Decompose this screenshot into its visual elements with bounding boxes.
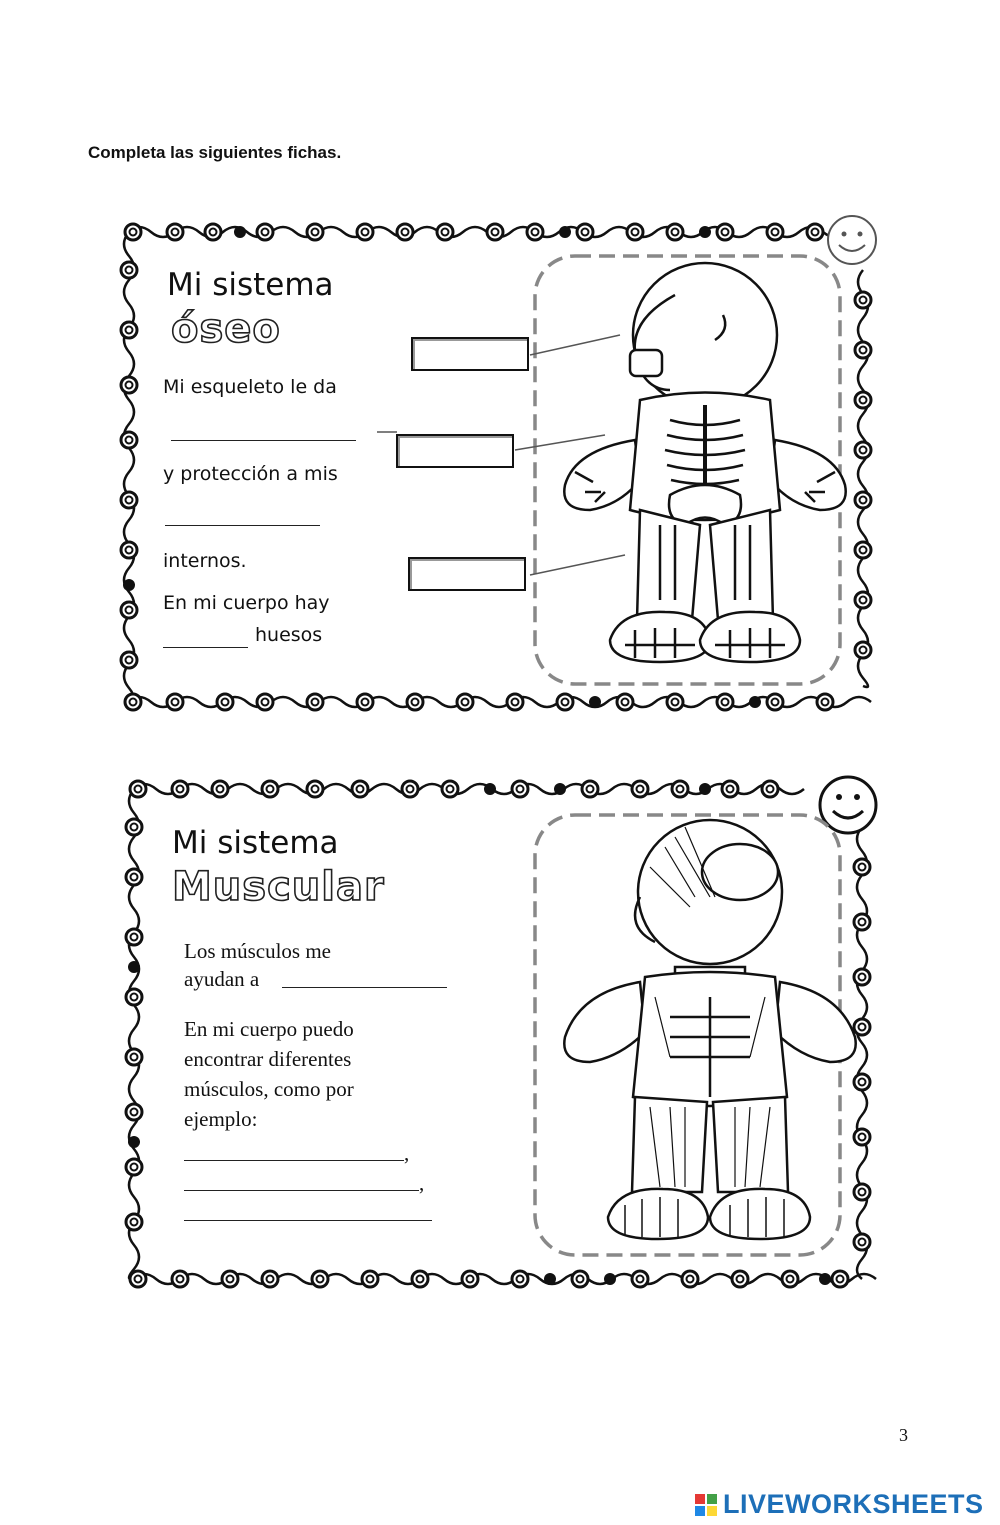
muscular-text-2b: encontrar diferentes [184, 1047, 352, 1071]
muscular-comma-1: , [404, 1141, 410, 1165]
muscular-text-2a: En mi cuerpo puedo [184, 1017, 354, 1041]
muscular-text-1a: Los músculos me [184, 939, 331, 963]
muscular-text-2d: ejemplo: [184, 1107, 258, 1131]
page-number: 3 [899, 1425, 908, 1445]
oseo-blank-huesos[interactable] [163, 647, 248, 648]
liveworksheets-logo-icon [695, 1494, 717, 1516]
oseo-text-1: Mi esqueleto le da [163, 376, 337, 398]
label-box-legs[interactable] [408, 557, 526, 591]
oseo-text-3: internos. [163, 550, 247, 572]
oseo-text-2: y protección a mis [163, 463, 338, 485]
oseo-blank-1[interactable] [171, 440, 356, 441]
oseo-text-4: En mi cuerpo hay [163, 592, 330, 614]
muscular-text-1b: ayudan a [184, 967, 260, 991]
card-sistema-muscular [120, 767, 885, 1302]
muscular-blank-example-1[interactable] [184, 1160, 404, 1161]
brand-name: LIVEWORKSHEETS [723, 1489, 984, 1519]
label-box-skull[interactable] [411, 337, 529, 371]
oseo-blank-2[interactable] [165, 525, 320, 526]
card-title-line2: Muscular [172, 864, 385, 910]
muscular-text-2c: músculos, como por [184, 1077, 354, 1101]
card-title-line1: Mi sistema [172, 825, 339, 861]
oseo-text-5: huesos [255, 624, 323, 646]
muscular-blank-ayudan[interactable] [282, 987, 447, 988]
label-box-ribs[interactable] [396, 434, 514, 468]
muscular-blank-example-3[interactable] [184, 1220, 432, 1221]
card-title-line2: óseo [171, 306, 281, 352]
card-title-line1: Mi sistema [167, 267, 334, 303]
instruction-text: Completa las siguientes fichas. [88, 143, 342, 162]
smiley-icon [828, 216, 876, 264]
skeleton-illustration [564, 263, 845, 662]
muscular-blank-example-2[interactable] [184, 1190, 419, 1191]
muscular-comma-2: , [419, 1171, 425, 1195]
card-sistema-oseo [115, 210, 885, 725]
muscle-illustration [564, 820, 855, 1239]
liveworksheets-brand [695, 1489, 984, 1520]
